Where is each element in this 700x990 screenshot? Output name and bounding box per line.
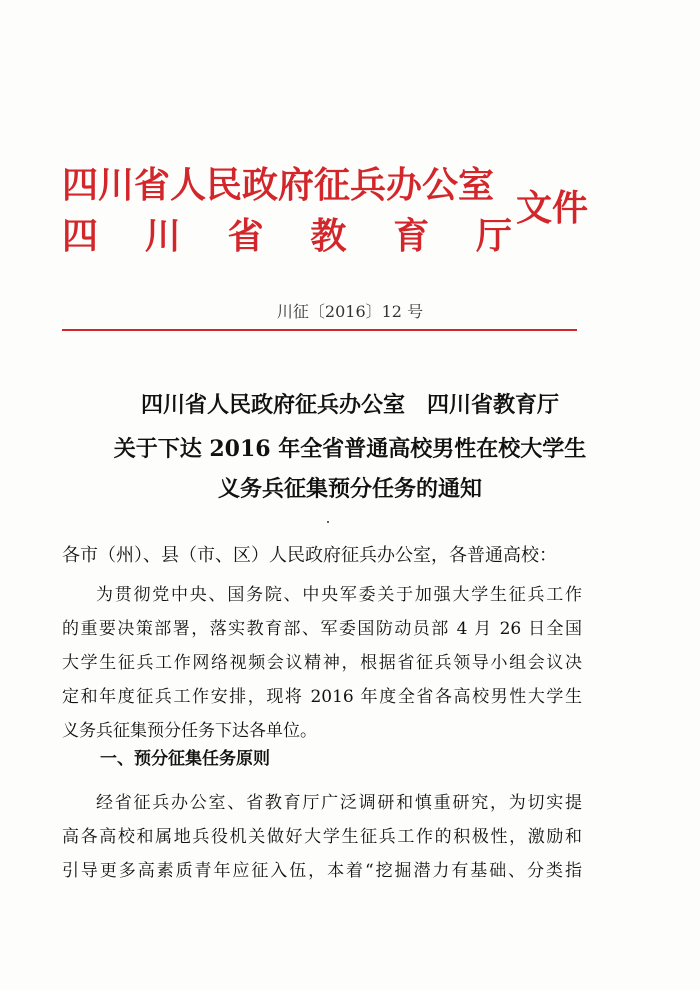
- paragraph-line: 经省征兵办公室、省教育厅广泛调研和慎重研究，为切实提: [96, 793, 582, 813]
- issuer-name-1: 四川省人民政府征兵办公室: [62, 164, 495, 206]
- issuer-line-1: [62, 165, 512, 205]
- salutation: 各市（州）、县（市、区）人民政府征兵办公室，各普通高校：: [62, 545, 557, 566]
- document-number: 川征〔2016〕12 号: [276, 302, 424, 321]
- issuer-char: 四: [62, 215, 99, 257]
- section-heading-1: 一、预分征集任务原则: [100, 749, 270, 769]
- issuer-char: 省: [227, 215, 264, 257]
- scan-speck: [327, 521, 329, 523]
- red-divider: [62, 329, 577, 331]
- paragraph-line: 的重要决策部署，落实教育部、军委国防动员部 4 月 26 日全国: [62, 619, 582, 639]
- document-type-label: 文件: [516, 187, 589, 229]
- paragraph-2: [62, 786, 582, 888]
- title-line-2: 关于下达 2016 年全省普通高校男性在校大学生: [113, 436, 587, 462]
- issuer-char: 育: [393, 215, 430, 257]
- paragraph-line: 为贯彻党中央、国务院、中央军委关于加强大学生征兵工作: [96, 585, 582, 605]
- paragraph-line: 定和年度征兵工作安排，现将 2016 年度全省各高校男性大学生: [62, 687, 582, 707]
- title-line-3: 义务兵征集预分任务的通知: [217, 476, 482, 502]
- issuer-char: 川: [144, 215, 181, 257]
- paragraph-line: 引导更多高素质青年应征入伍，本着“挖掘潜力有基础、分类指: [62, 861, 582, 881]
- paragraph-line: 大学生征兵工作网络视频会议精神，根据省征兵领导小组会议决: [62, 653, 582, 673]
- issuer-char: 厅: [475, 215, 512, 257]
- title-line-1: 四川省人民政府征兵办公室 四川省教育厅: [140, 392, 559, 418]
- paragraph-1: [62, 578, 582, 748]
- issuer-char: 教: [310, 215, 347, 257]
- issuer-line-2: [62, 216, 512, 256]
- paragraph-line: 义务兵征集预分任务下达各单位。: [62, 721, 317, 741]
- paragraph-line: 高各高校和属地兵役机关做好大学生征兵工作的积极性，激励和: [62, 827, 582, 847]
